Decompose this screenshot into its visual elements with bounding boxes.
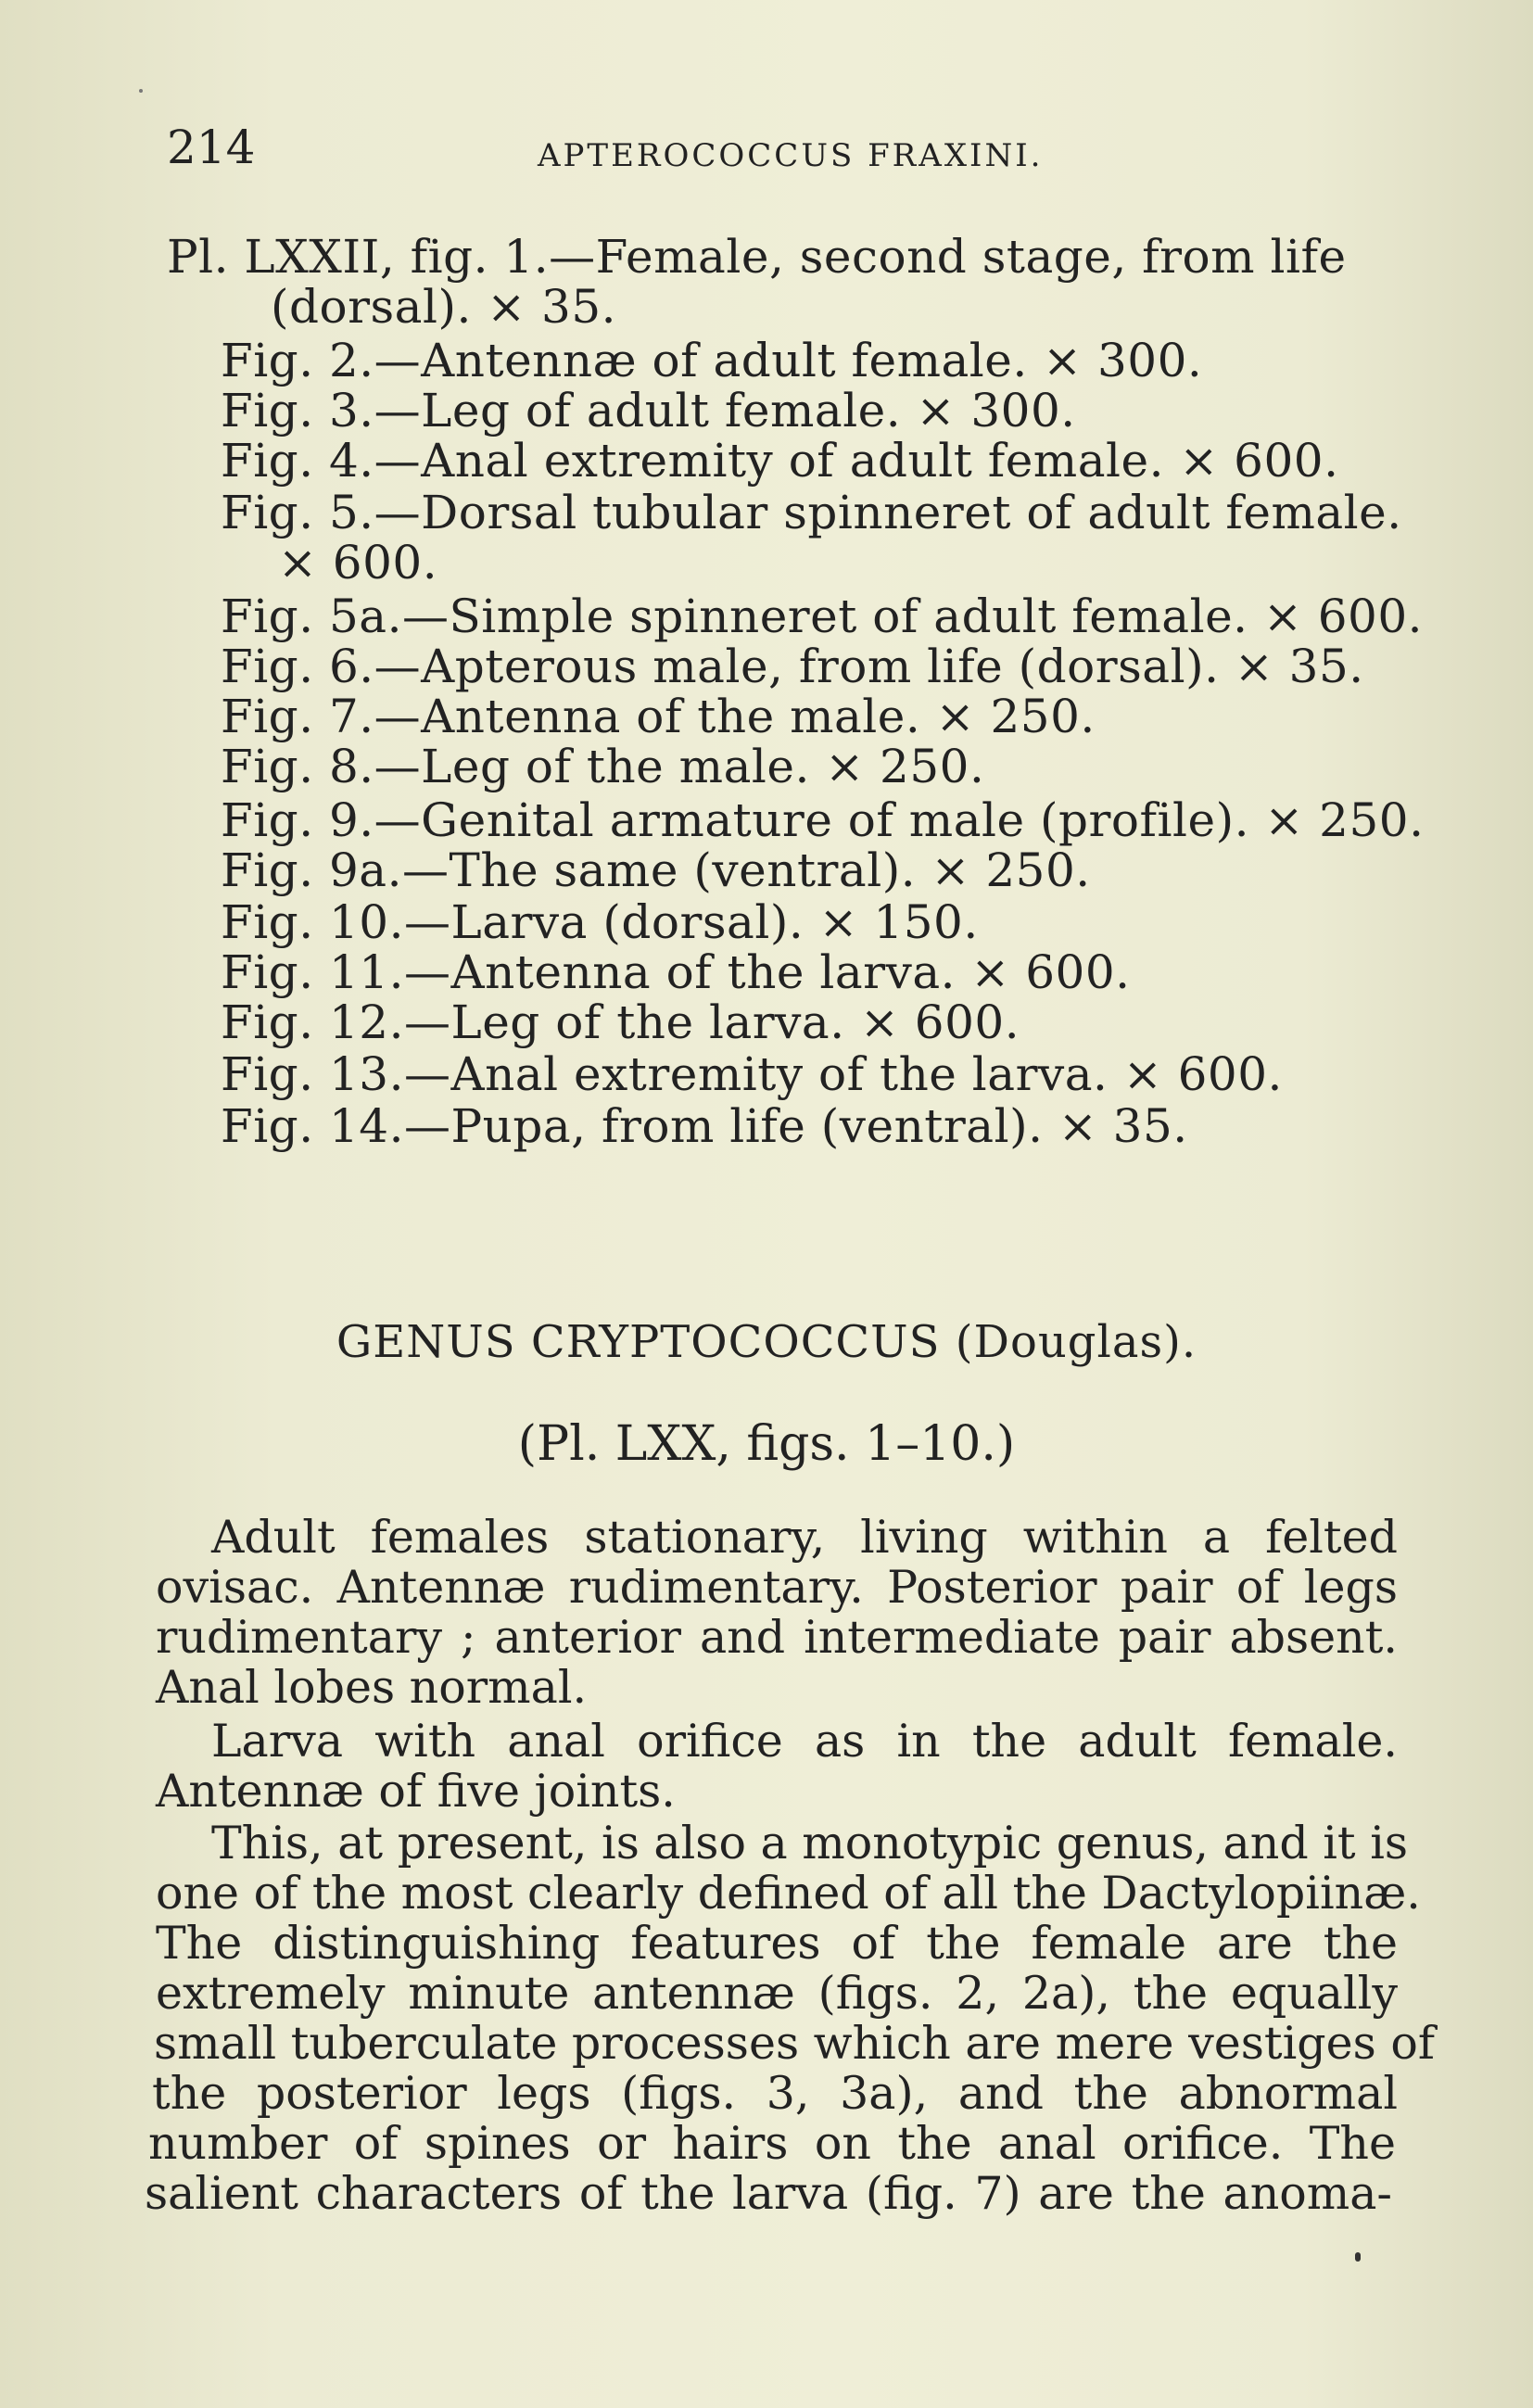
body-line: salient characters of the larva (fig. 7) are the anoma- — [145, 2167, 1392, 2220]
plate-line: Fig. 14.—Pupa, from life (ventral). × 35. — [221, 1099, 1188, 1153]
plate-line: Fig. 9.—Genital armature of male (profile). × 250. — [221, 793, 1425, 847]
plate-line: Fig. 3.—Leg of adult female. × 300. — [221, 384, 1076, 437]
body-line: extremely minute antennæ (figs. 2, 2a), the equally — [156, 1967, 1398, 2020]
body-line: This, at present, is also a monotypic genus, and it is — [211, 1817, 1409, 1869]
body-line: the posterior legs (figs. 3, 3a), and the abnormal — [152, 2067, 1398, 2120]
plate-line: Fig. 7.—Antenna of the male. × 250. — [221, 690, 1096, 743]
plate-line: Fig. 2.—Antennæ of adult female. × 300. — [221, 334, 1203, 387]
page-number: 214 — [167, 120, 256, 174]
plate-line: Fig. 9a.—The same (ventral). × 250. — [221, 843, 1091, 897]
plate-line: Fig. 5a.—Simple spinneret of adult female. × 600. — [221, 589, 1424, 643]
ink-speck — [1355, 2252, 1361, 2262]
body-line: Anal lobes normal. — [156, 1661, 588, 1714]
plate-line: Fig. 5.—Dorsal tubular spinneret of adult female. — [221, 486, 1402, 539]
plate-line: Fig. 10.—Larva (dorsal). × 150. — [221, 895, 979, 949]
running-head: APTEROCOCCUS FRAXINI. — [538, 137, 1044, 174]
plate-line: × 600. — [278, 536, 438, 589]
page-speck — [139, 89, 143, 93]
plate-line: Pl. LXXII, fig. 1.—Female, second stage, from life — [167, 230, 1347, 284]
body-line: Antennæ of five joints. — [156, 1765, 676, 1818]
plate-line: Fig. 11.—Antenna of the larva. × 600. — [221, 945, 1131, 999]
body-line: one of the most clearly defined of all the Dactylopiinæ. — [156, 1867, 1421, 1920]
plate-line: Fig. 12.—Leg of the larva. × 600. — [221, 995, 1020, 1049]
plate-line: Fig. 8.—Leg of the male. × 250. — [221, 740, 985, 793]
body-line: The distinguishing features of the female are the — [156, 1917, 1398, 1970]
plate-line: Fig. 4.—Anal extremity of adult female. × 600. — [221, 434, 1339, 488]
section-plate-reference: (Pl. LXX, figs. 1–10.) — [517, 1416, 1016, 1472]
body-line: number of spines or hairs on the anal orifice. The — [148, 2117, 1396, 2170]
body-line: Larva with anal orifice as in the adult female. — [211, 1715, 1398, 1768]
body-line: small tuberculate processes which are mere vestiges of — [154, 2017, 1436, 2070]
plate-line: Fig. 13.—Anal extremity of the larva. × 600. — [221, 1047, 1283, 1101]
body-line: rudimentary ; anterior and intermediate pair absent. — [156, 1611, 1398, 1664]
section-title: GENUS CRYPTOCOCCUS (Douglas). — [336, 1316, 1197, 1368]
body-line: ovisac. Antennæ rudimentary. Posterior pair of legs — [156, 1561, 1398, 1614]
plate-line: (dorsal). × 35. — [271, 280, 617, 334]
plate-line: Fig. 6.—Apterous male, from life (dorsal). × 35. — [221, 640, 1364, 693]
body-line: Adult females stationary, living within a felted — [211, 1511, 1398, 1564]
